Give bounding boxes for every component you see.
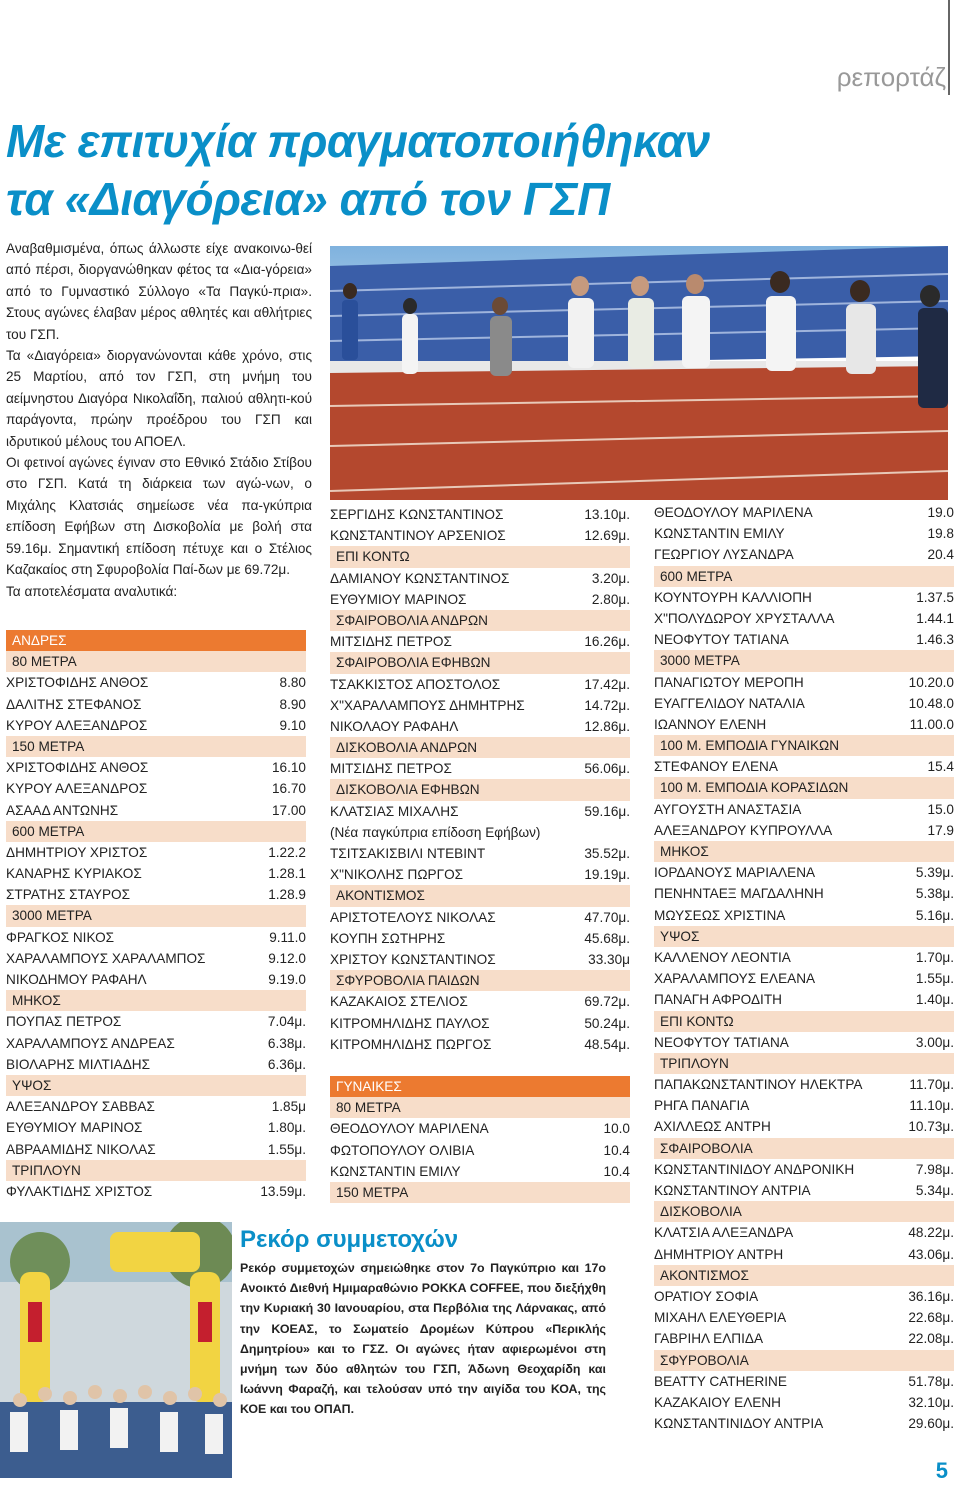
result-row bbox=[6, 672, 306, 693]
event-heading: ΤΡΙΠΛΟΥΝ bbox=[654, 1053, 954, 1074]
event-heading: ΣΦΑΙΡΟΒΟΛΙΑ ΑΝΔΡΩΝ bbox=[330, 610, 630, 631]
title-line-1: Με επιτυχία πραγματοποιήθηκαν bbox=[6, 115, 710, 167]
athlete-name: ΦΩΤΟΠΟΥΛΟΥ ΟΛΙΒΙΑ bbox=[330, 1142, 475, 1158]
athlete-name: Χ"ΧΑΡΑΛΑΜΠΟΥΣ ΔΗΜΗΤΡΗΣ bbox=[330, 697, 525, 713]
result-row bbox=[654, 1074, 954, 1095]
section-divider bbox=[948, 0, 950, 95]
result-note: (Νέα παγκύπρια επίδοση Εφήβων) bbox=[330, 824, 541, 840]
athlete-name: ΚΩΝΣΤΑΝΤΙΝ ΕΜΙΛΥ bbox=[654, 526, 785, 542]
result-row bbox=[654, 799, 954, 820]
athlete-name: ΡΗΓΑ ΠΑΝΑΓΙΑ bbox=[654, 1098, 750, 1114]
result-value: 1.40μ. bbox=[915, 992, 954, 1008]
result-value: 19.8 bbox=[927, 526, 954, 542]
athlete-name: ΟΡΑΤΙΟΥ ΣΟΦΙΑ bbox=[654, 1288, 759, 1304]
result-row bbox=[6, 757, 306, 778]
result-value: 1.37.5 bbox=[916, 589, 954, 605]
athlete-name: ΔΑΛΙΤΗΣ ΣΤΕΦΑΝΟΣ bbox=[6, 696, 142, 712]
result-value: 3.20μ. bbox=[591, 570, 630, 586]
result-row bbox=[654, 587, 954, 608]
result-value: 10.20.0 bbox=[908, 674, 954, 690]
athlete-name: ΑΧΙΛΛΕΩΣ ΑΝΤΡΗ bbox=[654, 1119, 771, 1135]
result-row bbox=[654, 862, 954, 883]
result-row bbox=[330, 525, 630, 546]
athlete-name: ΚΛΑΤΣΙΑΣ ΜΙΧΑΛΗΣ bbox=[330, 803, 459, 819]
result-row bbox=[654, 629, 954, 650]
athlete-name: ΚΟΥΠΗ ΣΩΤΗΡΗΣ bbox=[330, 930, 446, 946]
result-value: 59.16μ. bbox=[584, 803, 630, 819]
result-row bbox=[6, 1117, 306, 1138]
athlete-name: ΒΙΟΛΑΡΗΣ ΜΙΛΤΙΑΔΗΣ bbox=[6, 1056, 151, 1072]
event-heading: 600 ΜΕΤΡΑ bbox=[654, 566, 954, 587]
result-value: 3.00μ. bbox=[915, 1034, 954, 1050]
result-value: 13.59μ. bbox=[260, 1183, 306, 1199]
result-value: 1.28.1 bbox=[268, 866, 306, 882]
result-row bbox=[654, 968, 954, 989]
athlete-name: ΓΕΩΡΓΙΟΥ ΛΥΣΑΝΔΡΑ bbox=[654, 547, 794, 563]
result-row bbox=[330, 949, 630, 970]
result-row bbox=[654, 1307, 954, 1328]
results-column-middle bbox=[330, 504, 630, 1203]
result-value: 48.22μ. bbox=[908, 1225, 954, 1241]
event-heading: ΤΡΙΠΛΟΥΝ bbox=[6, 1160, 306, 1181]
result-row bbox=[330, 843, 630, 864]
result-value: 1.28.9 bbox=[268, 887, 306, 903]
result-value: 5.34μ. bbox=[915, 1183, 954, 1198]
result-row bbox=[330, 589, 630, 610]
result-value: 48.54μ. bbox=[584, 1036, 630, 1052]
athlete-name: ΧΑΡΑΛΑΜΠΟΥΣ ΧΑΡΑΛΑΜΠΟΣ bbox=[6, 950, 206, 966]
athlete-name: ΠΑΝΑΓΙΩΤΟΥ ΜΕΡΟΠΗ bbox=[654, 674, 804, 690]
result-row bbox=[654, 608, 954, 629]
result-row bbox=[330, 674, 630, 695]
intro-text bbox=[6, 238, 312, 602]
athlete-name: ΑΣΑΑΔ ΑΝΤΩΝΗΣ bbox=[6, 802, 119, 818]
athlete-name: ΦΥΛΑΚΤΙΔΗΣ ΧΡΙΣΤΟΣ bbox=[6, 1183, 153, 1199]
result-row bbox=[6, 884, 306, 905]
result-row bbox=[330, 801, 630, 822]
result-row bbox=[330, 716, 630, 737]
athlete-name: ΚΑΖΑΚΑΙΟΣ ΣΤΕΛΙΟΣ bbox=[330, 994, 468, 1010]
result-row bbox=[330, 991, 630, 1012]
event-heading: 80 ΜΕΤΡΑ bbox=[330, 1097, 630, 1118]
result-value: 32.10μ. bbox=[908, 1394, 954, 1410]
result-value: 33.30μ bbox=[588, 951, 630, 967]
result-value: 1.55μ. bbox=[267, 1141, 306, 1157]
result-row bbox=[654, 1222, 954, 1243]
event-heading: ΣΦΥΡΟΒΟΛΙΑ ΠΑΙΔΩΝ bbox=[330, 970, 630, 991]
result-value: 1.46.3 bbox=[916, 632, 954, 648]
result-row bbox=[6, 694, 306, 715]
intro-paragraph: Οι φετινοί αγώνες έγιναν στο Εθνικό Στάδιο Στίβου στο ΓΣΠ. Κατά τη διάρκεια των αγώ-νων, ο Μιχάλης Κλατσιάς σημείωσε νέα πα-γκύπρια επίδοση Εφήβων στη Δισκοβολία με βολή στα 59.16μ. Σημαντική επίδοση πέτυχε και ο Στέλιος Καζακαίος στη Σφυροβολία Παί-δων με 69.72μ. bbox=[6, 455, 312, 578]
result-row bbox=[330, 864, 630, 885]
result-row bbox=[6, 927, 306, 948]
intro-paragraph: Τα «Διαγόρεια» διοργανώνονται κάθε χρόνο, στις 25 Μαρτίου, από τον ΓΣΠ, στη μνήμη του αείμνηστου Διαγόρα Νικολαΐδη, παλιού αθλητι-κού παράγοντα, πρώην προέδρου του ΓΣΠ και ιδρυτικού μέλους του ΑΠΟΕΛ. bbox=[6, 348, 312, 449]
athlete-name: ΚΩΝΣΤΑΝΤΙΝΟΥ ΑΝΤΡΙΑ bbox=[654, 1183, 811, 1198]
result-value: 15.4 bbox=[927, 759, 954, 775]
result-row bbox=[6, 1096, 306, 1117]
athlete-name: ΚΛΑΤΣΙΑ ΑΛΕΞΑΝΔΡΑ bbox=[654, 1225, 794, 1241]
result-value: 35.52μ. bbox=[584, 846, 630, 861]
result-value: 10.4 bbox=[603, 1142, 630, 1158]
athlete-name: ΣΤΡΑΤΗΣ ΣΤΑΥΡΟΣ bbox=[6, 887, 130, 903]
rekor-title: Ρεκόρ συμμετοχών bbox=[240, 1226, 459, 1253]
result-row bbox=[330, 1140, 630, 1161]
athlete-name: ΝΙΚΟΛΑΟΥ ΡΑΦΑΗΛ bbox=[330, 718, 459, 734]
article-title bbox=[6, 112, 906, 228]
result-value: 9.10 bbox=[279, 717, 306, 733]
result-value: 29.60μ. bbox=[908, 1416, 954, 1432]
event-heading: ΔΙΣΚΟΒΟΛΙΑ ΑΝΔΡΩΝ bbox=[330, 737, 630, 758]
athlete-name: ΧΑΡΑΛΑΜΠΟΥΣ ΑΝΔΡΕΑΣ bbox=[6, 1035, 175, 1051]
athlete-name: ΝΙΚΟΔΗΜΟΥ ΡΑΦΑΗΛ bbox=[6, 972, 147, 987]
athlete-name: ΓΑΒΡΙΗΛ ΕΛΠΙΔΑ bbox=[654, 1331, 764, 1347]
result-value: 2.80μ. bbox=[591, 591, 630, 607]
result-row bbox=[6, 1181, 306, 1202]
athlete-name: ΜΙΤΣΙΔΗΣ ΠΕΤΡΟΣ bbox=[330, 634, 452, 650]
result-value: 17.9 bbox=[927, 822, 954, 838]
result-value: 14.72μ. bbox=[584, 697, 630, 713]
athlete-name: ΧΡΙΣΤΟΥ ΚΩΝΣΤΑΝΤΙΝΟΣ bbox=[330, 951, 496, 967]
athlete-name: ΙΟΡΔΑΝΟΥΣ ΜΑΡΙΑΛΕΝΑ bbox=[654, 865, 816, 881]
result-value: 10.0 bbox=[603, 1121, 630, 1137]
athlete-name: ΝΕΟΦΥΤΟΥ ΤΑΤΙΑΝΑ bbox=[654, 1034, 789, 1050]
result-row bbox=[330, 1118, 630, 1139]
result-row bbox=[654, 523, 954, 544]
athlete-name: ΝΕΟΦΥΤΟΥ ΤΑΤΙΑΝΑ bbox=[654, 632, 789, 648]
athlete-name: ΑΛΕΞΑΝΔΡΟΥ ΚΥΠΡΟΥΛΛΑ bbox=[654, 822, 833, 838]
athlete-name: ΠΑΠΑΚΩΝΣΤΑΝΤΙΝΟΥ ΗΛΕΚΤΡΑ bbox=[654, 1077, 863, 1093]
result-value: 1.22.2 bbox=[268, 844, 306, 860]
result-value: 7.98μ. bbox=[915, 1161, 954, 1177]
event-heading: ΔΙΣΚΟΒΟΛΙΑ bbox=[654, 1201, 954, 1222]
result-row bbox=[6, 969, 306, 990]
result-row bbox=[330, 907, 630, 928]
athlete-name: ΚΟΥΝΤΟΥΡΗ ΚΑΛΛΙΟΠΗ bbox=[654, 589, 812, 605]
result-value: 17.42μ. bbox=[584, 676, 630, 692]
result-value: 69.72μ. bbox=[584, 994, 630, 1010]
result-row bbox=[654, 672, 954, 693]
result-value: 6.38μ. bbox=[267, 1035, 306, 1051]
result-value: 16.10 bbox=[271, 760, 306, 776]
finish-line-photo bbox=[0, 1222, 232, 1478]
athlete-name: ΠΕΝΗΝΤΑΕΞ ΜΑΓΔΑΛΗΝΗ bbox=[654, 886, 824, 902]
athlete-name: ΧΡΙΣΤΟΦΙΔΗΣ ΑΝΘΟΣ bbox=[6, 760, 149, 776]
event-heading: ΓΥΝΑΙΚΕΣ bbox=[330, 1076, 630, 1097]
result-row bbox=[6, 842, 306, 863]
result-row bbox=[654, 544, 954, 565]
results-column-men bbox=[6, 630, 306, 1202]
result-value: 10.73μ. bbox=[908, 1119, 954, 1135]
result-row bbox=[6, 800, 306, 821]
athlete-name: ΚΙΤΡΟΜΗΛΙΔΗΣ ΠΩΡΓΟΣ bbox=[330, 1036, 492, 1052]
result-row bbox=[6, 1139, 306, 1160]
result-value: 47.70μ. bbox=[584, 909, 630, 925]
athlete-name: ΜΙΧΑΗΛ ΕΛΕΥΘΕΡΙΑ bbox=[654, 1310, 787, 1326]
result-row bbox=[330, 504, 630, 525]
result-value: 5.39μ. bbox=[915, 865, 954, 881]
athlete-name: ΕΥΑΓΓΕΛΙΔΟΥ ΝΑΤΑΛΙΑ bbox=[654, 695, 805, 711]
event-heading: 150 ΜΕΤΡΑ bbox=[6, 736, 306, 757]
result-value: 5.16μ. bbox=[915, 907, 954, 923]
result-value: 11.70μ. bbox=[909, 1077, 954, 1093]
result-value: 16.70 bbox=[271, 781, 306, 797]
event-heading: 3000 ΜΕΤΡΑ bbox=[6, 905, 306, 926]
result-row bbox=[330, 1161, 630, 1182]
athlete-name: ΧΑΡΑΛΑΜΠΟΥΣ ΕΛΕΑΝΑ bbox=[654, 971, 816, 987]
result-row bbox=[330, 695, 630, 716]
result-row bbox=[654, 1244, 954, 1265]
result-row bbox=[654, 756, 954, 777]
result-value: 1.55μ. bbox=[915, 971, 954, 987]
athlete-name: Χ"ΠΟΛΥΔΩΡΟΥ ΧΡΥΣΤΑΛΛΑ bbox=[654, 610, 835, 626]
event-heading: ΑΚΟΝΤΙΣΜΟΣ bbox=[654, 1265, 954, 1286]
athlete-name: ΚΑΝΑΡΗΣ ΚΥΡΙΑΚΟΣ bbox=[6, 866, 142, 882]
title-line-2: τα «Διαγόρεια» από τον ΓΣΠ bbox=[6, 173, 610, 225]
result-row bbox=[330, 758, 630, 779]
event-heading: ΔΙΣΚΟΒΟΛΙΑ ΕΦΗΒΩΝ bbox=[330, 779, 630, 800]
athlete-name: ΠΑΝΑΓΗ ΑΦΡΟΔΙΤΗ bbox=[654, 992, 782, 1008]
athlete-name: ΤΣΑΚΚΙΣΤΟΣ ΑΠΟΣΤΟΛΟΣ bbox=[330, 676, 501, 692]
result-value: 12.69μ. bbox=[584, 528, 630, 544]
result-value: 9.11.0 bbox=[269, 929, 306, 945]
result-value: 20.4 bbox=[927, 547, 954, 563]
event-heading: 100 Μ. ΕΜΠΟΔΙΑ ΓΥΝΑΙΚΩΝ bbox=[654, 735, 954, 756]
athlete-name: ΦΡΑΓΚΟΣ ΝΙΚΟΣ bbox=[6, 929, 115, 945]
result-row bbox=[654, 883, 954, 904]
event-heading: ΣΦΑΙΡΟΒΟΛΙΑ bbox=[654, 1138, 954, 1159]
athlete-name: ΘΕΟΔΟΥΛΟΥ ΜΑΡΙΛΕΝΑ bbox=[330, 1121, 489, 1137]
result-row bbox=[654, 1392, 954, 1413]
athlete-name: ΙΩΑΝΝΟΥ ΕΛΕΝΗ bbox=[654, 716, 767, 732]
result-value: 1.80μ. bbox=[267, 1120, 306, 1136]
athlete-name: ΑΡΙΣΤΟΤΕΛΟΥΣ ΝΙΚΟΛΑΣ bbox=[330, 909, 496, 925]
result-value: 50.24μ. bbox=[584, 1015, 630, 1031]
rekor-text: Ρεκόρ συμμετοχών σημειώθηκε στον 7ο Παγκύπριο και 17ο Ανοικτό Διεθνή Ημιμαραθώνιο POKKA COFFEE, που διεξήχθη την Κυριακή 30 Ιανουαρίου, στα Περβόλια της Λάρνακας, από την ΚΟΕΑΣ, το Σωματείο Δρομέων Κύπρου «Περικλής Δημητρίου» και το ΓΣΖ. Οι αγώνες ήταν αφιερωμένοι στη μνήμη των δύο αθλητών του ΓΣΠ, Άδωνη Θεοχαρίδη και Ιωάννη Φαραζή, και τελούσαν υπό την αιγίδα του ΚΟΑ, της ΚΟΕ και του ΟΠΑΠ. bbox=[240, 1261, 606, 1417]
result-row bbox=[654, 1371, 954, 1392]
athlete-name: ΑΥΓΟΥΣΤΗ ΑΝΑΣΤΑΣΙΑ bbox=[654, 801, 802, 817]
intro-paragraph: Αναβαθμισμένα, όπως άλλωστε είχε ανακοινω-θεί από πέρσι, διοργανώθηκαν φέτος τα «Δια-γόρεια» από το Γυμναστικό Σύλλογο «Τα Παγκύ-πρια». Στους αγώνες έλαβαν μέρος αθλητές και αθλήτριες του ΓΣΠ. bbox=[6, 241, 312, 342]
athlete-name: ΚΥΡΟΥ ΑΛΕΞΑΝΔΡΟΣ bbox=[6, 781, 148, 797]
athlete-name: ΚΩΝΣΤΑΝΤΙΝ ΕΜΙΛΥ bbox=[330, 1163, 461, 1179]
result-row bbox=[654, 502, 954, 523]
section-label: ρεπορτάζ bbox=[836, 62, 946, 92]
result-row bbox=[654, 820, 954, 841]
result-value: 10.48.0 bbox=[908, 695, 954, 711]
event-heading: ΑΝΔΡΕΣ bbox=[6, 630, 306, 651]
athlete-name: ΑΒΡΑΑΜΙΔΗΣ ΝΙΚΟΛΑΣ bbox=[6, 1141, 156, 1157]
result-row bbox=[654, 1180, 954, 1201]
result-value: 16.26μ. bbox=[584, 634, 630, 650]
athlete-name: ΕΥΘΥΜΙΟΥ ΜΑΡΙΝΟΣ bbox=[6, 1120, 143, 1136]
athlete-name: ΠΟΥΠΑΣ ΠΕΤΡΟΣ bbox=[6, 1014, 122, 1030]
result-value: 1.85μ bbox=[271, 1099, 306, 1115]
athlete-name: ΚΑΛΛΕΝΟΥ ΛΕΟΝΤΙΑ bbox=[654, 949, 791, 965]
athlete-name: ΔΗΜΗΤΡΙΟΥ ΧΡΙΣΤΟΣ bbox=[6, 844, 148, 860]
result-row bbox=[6, 948, 306, 969]
result-row bbox=[6, 1011, 306, 1032]
event-heading: ΣΦΑΙΡΟΒΟΛΙΑ ΕΦΗΒΩΝ bbox=[330, 652, 630, 673]
event-heading: ΜΗΚΟΣ bbox=[6, 990, 306, 1011]
result-value: 8.80 bbox=[279, 675, 306, 691]
result-value: 22.08μ. bbox=[908, 1331, 954, 1347]
result-value: 56.06μ. bbox=[584, 761, 630, 777]
event-heading: 150 ΜΕΤΡΑ bbox=[330, 1182, 630, 1203]
result-value: 9.19.0 bbox=[268, 972, 306, 987]
result-value: 19.0 bbox=[927, 505, 954, 520]
event-heading: 100 Μ. ΕΜΠΟΔΙΑ ΚΟΡΑΣΙΔΩΝ bbox=[654, 777, 954, 798]
result-value: 17.00 bbox=[271, 802, 306, 818]
page-number: 5 bbox=[935, 1458, 948, 1483]
event-heading: 3000 ΜΕΤΡΑ bbox=[654, 650, 954, 671]
result-row bbox=[6, 778, 306, 799]
event-heading: ΕΠΙ ΚΟΝΤΩ bbox=[330, 546, 630, 567]
result-row bbox=[330, 568, 630, 589]
result-row bbox=[330, 1013, 630, 1034]
athlete-name: ΘΕΟΔΟΥΛΟΥ ΜΑΡΙΛΕΝΑ bbox=[654, 505, 813, 520]
result-row bbox=[654, 714, 954, 735]
result-value: 10.4 bbox=[603, 1163, 630, 1179]
event-heading: ΥΨΟΣ bbox=[6, 1075, 306, 1096]
athlete-name: ΚΩΝΣΤΑΝΤΙΝΟΥ ΑΡΣΕΝΙΟΣ bbox=[330, 528, 506, 544]
athlete-name: ΚΑΖΑΚΑΙΟΥ ΕΛΕΝΗ bbox=[654, 1394, 781, 1410]
athlete-name: Χ"ΝΙΚΟΛΗΣ ΠΩΡΓΟΣ bbox=[330, 867, 464, 883]
result-value: 11.00.0 bbox=[909, 716, 954, 732]
result-value: 12.86μ. bbox=[584, 718, 630, 734]
result-row bbox=[6, 715, 306, 736]
result-value: 43.06μ. bbox=[908, 1246, 954, 1262]
result-value: 13.10μ. bbox=[584, 507, 630, 522]
result-value: 6.36μ. bbox=[267, 1056, 306, 1072]
athlete-name: ΕΥΘΥΜΙΟΥ ΜΑΡΙΝΟΣ bbox=[330, 591, 467, 607]
result-row bbox=[654, 989, 954, 1010]
result-row bbox=[654, 905, 954, 926]
result-row bbox=[654, 1159, 954, 1180]
result-row bbox=[654, 1095, 954, 1116]
result-row bbox=[654, 1116, 954, 1137]
spacer bbox=[330, 1055, 630, 1076]
result-row bbox=[330, 1034, 630, 1055]
result-value: 22.68μ. bbox=[908, 1310, 954, 1326]
event-heading: 600 ΜΕΤΡΑ bbox=[6, 821, 306, 842]
athlete-name: ΚΩΝΣΤΑΝΤΙΝΙΔΟΥ ΑΝΔΡΟΝΙΚΗ bbox=[654, 1161, 855, 1177]
athlete-name: ΔΗΜΗΤΡΙΟΥ ΑΝΤΡΗ bbox=[654, 1246, 784, 1262]
result-row bbox=[654, 1032, 954, 1053]
athlete-name: ΚΩΝΣΤΑΝΤΙΝΙΔΟΥ ΑΝΤΡΙΑ bbox=[654, 1416, 824, 1432]
result-row bbox=[6, 1054, 306, 1075]
athlete-name: ΚΙΤΡΟΜΗΛΙΔΗΣ ΠΑΥΛΟΣ bbox=[330, 1015, 490, 1031]
result-row bbox=[654, 1286, 954, 1307]
event-heading: ΑΚΟΝΤΙΣΜΟΣ bbox=[330, 885, 630, 906]
result-value: 8.90 bbox=[279, 696, 306, 712]
event-heading: ΥΨΟΣ bbox=[654, 926, 954, 947]
result-row bbox=[654, 1413, 954, 1434]
result-row bbox=[654, 947, 954, 968]
result-value: 36.16μ. bbox=[908, 1288, 954, 1304]
athlete-name: ΔΑΜΙΑΝΟΥ ΚΩΝΣΤΑΝΤΙΝΟΣ bbox=[330, 570, 510, 586]
athlete-name: ΤΣΙΤΣΑΚΙΣΒΙΛΙ ΝΤΕΒΙΝΤ bbox=[330, 846, 486, 861]
result-row bbox=[330, 928, 630, 949]
finish-line-graphic bbox=[0, 1222, 232, 1478]
result-value: 1.44.1 bbox=[916, 610, 954, 626]
race-photo-graphic bbox=[330, 246, 948, 500]
event-heading: ΣΦΥΡΟΒΟΛΙΑ bbox=[654, 1350, 954, 1371]
result-value: 19.19μ. bbox=[584, 867, 630, 883]
athlete-name: ΜΙΤΣΙΔΗΣ ΠΕΤΡΟΣ bbox=[330, 761, 452, 777]
athlete-name: ΜΩΥΣΕΩΣ ΧΡΙΣΤΙΝΑ bbox=[654, 907, 786, 923]
result-value: 9.12.0 bbox=[268, 950, 306, 966]
result-row bbox=[330, 631, 630, 652]
result-row bbox=[654, 693, 954, 714]
result-value: 15.0 bbox=[927, 801, 954, 817]
athlete-name: ΧΡΙΣΤΟΦΙΔΗΣ ΑΝΘΟΣ bbox=[6, 675, 149, 691]
result-row bbox=[6, 1033, 306, 1054]
athlete-name: ΣΤΕΦΑΝΟΥ ΕΛΕΝΑ bbox=[654, 759, 778, 775]
result-value: 45.68μ. bbox=[584, 930, 630, 946]
result-row bbox=[6, 863, 306, 884]
result-value: 5.38μ. bbox=[915, 886, 954, 902]
athlete-name: ΑΛΕΞΑΝΔΡΟΥ ΣΑΒΒΑΣ bbox=[6, 1099, 155, 1115]
result-value: 7.04μ. bbox=[267, 1014, 306, 1030]
intro-paragraph: Τα αποτελέσματα αναλυτικά: bbox=[6, 583, 178, 599]
athlete-name: ΣΕΡΓΙΔΗΣ ΚΩΝΣΤΑΝΤΙΝΟΣ bbox=[330, 507, 504, 522]
event-heading: ΜΗΚΟΣ bbox=[654, 841, 954, 862]
race-photo bbox=[330, 246, 948, 500]
event-heading: ΕΠΙ ΚΟΝΤΩ bbox=[654, 1011, 954, 1032]
result-value: 1.70μ. bbox=[915, 949, 954, 965]
result-value: 11.10μ. bbox=[909, 1098, 954, 1114]
result-value: 51.78μ. bbox=[908, 1373, 954, 1389]
athlete-name: ΚΥΡΟΥ ΑΛΕΞΑΝΔΡΟΣ bbox=[6, 717, 148, 733]
results-column-women bbox=[654, 502, 954, 1434]
result-row bbox=[654, 1328, 954, 1349]
event-heading: 80 ΜΕΤΡΑ bbox=[6, 651, 306, 672]
athlete-name: BEATTY CATHERINE bbox=[654, 1373, 787, 1389]
